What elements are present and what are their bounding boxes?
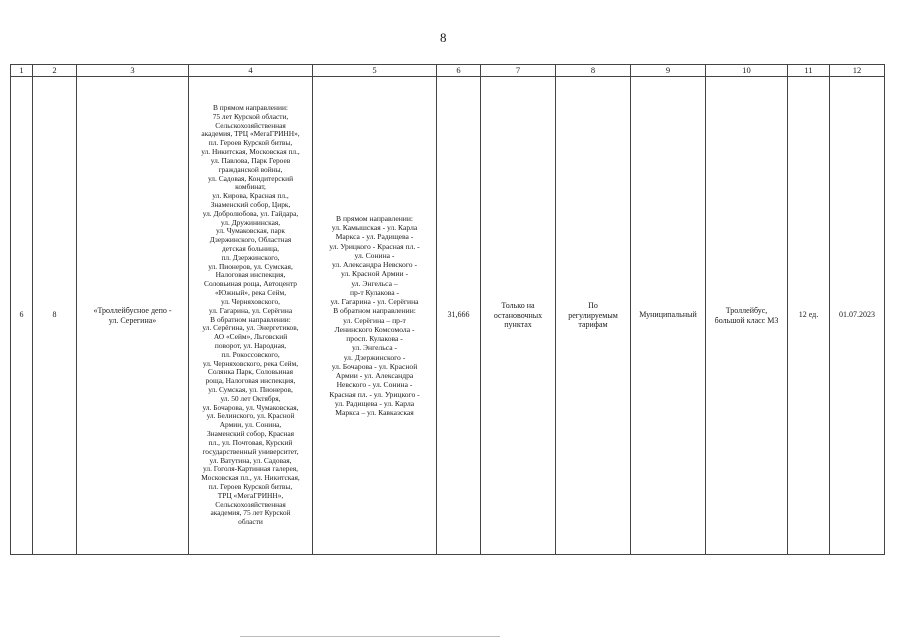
cell-text-line: роща, Налоговая инспекция,	[205, 376, 296, 386]
cell-text-line: Налоговая инспекция,	[215, 270, 286, 280]
cell-text-line: Сельскохозяйственная	[215, 499, 286, 509]
cell-text-line: ул. Дзержинского -	[343, 352, 406, 362]
cell-text-line: ул. Гагарина - ул. Серёгина	[330, 297, 419, 306]
cell-text-line: ул. Сумская, ул. Пионеров,	[208, 385, 293, 394]
cell-text-line: Красная пл. - ул. Урицкого -	[329, 389, 420, 399]
cell-text-line: ул. Пионеров, ул. Сумская,	[208, 261, 293, 271]
cell-text-line: пл. Дзержинского,	[221, 252, 280, 262]
cell-text-line: тарифам	[578, 320, 608, 330]
cell-text-line: ул. Добролюбова, ул. Гайдара,	[202, 208, 299, 218]
cell-text-line: Дзержинского, Областная	[209, 235, 292, 245]
cell-text-line: пл. Героев Курской битвы,	[208, 138, 293, 148]
cell-text-line: По	[588, 301, 598, 311]
length-cell: 31,666	[437, 77, 481, 555]
cell-text-line: ул. Гагарина, ул. Серёгина	[208, 305, 293, 315]
cell-text-line: Солянка Парк, Соловьиная	[207, 367, 294, 377]
cell-text-line: Маркса – ул. Кавказская	[335, 408, 414, 417]
cell-text-line: академия, 75 лет Курской	[210, 508, 291, 518]
cell-text-line: пл., ул. Почтовая, Курский	[208, 437, 293, 447]
route-name-cell	[77, 77, 189, 555]
cell-text-line: ул. Ватутина, ул. Садовая,	[209, 455, 292, 465]
carrier-type-cell: Муниципальный	[631, 77, 706, 555]
cell-text-line: В обратном направлении:	[210, 314, 291, 324]
header-cell: 10	[706, 65, 788, 77]
cell-text-line: Только на	[501, 301, 535, 311]
cell-text-line: В прямом направлении:	[213, 103, 288, 112]
cell-text-line: пл. Героев Курской битвы,	[208, 481, 293, 491]
cell-text-line: ул. Кирова, Красная пл.,	[212, 191, 289, 201]
cell-text-line: ул. Белинского, ул. Красной	[206, 411, 295, 421]
cell-text-line: Армии, ул. Сонина,	[219, 420, 282, 430]
tariff-cell	[556, 77, 631, 555]
cell-text-line: комбинат,	[235, 182, 266, 192]
cell-text-line: ул. Павлова, Парк Героев	[210, 155, 291, 165]
header-cell: 5	[313, 65, 437, 77]
cell-text-line: Ленинского Комсомола -	[334, 324, 415, 334]
stops-cell	[189, 77, 313, 555]
cell-text-line: ул. Сонина -	[354, 250, 395, 260]
route-index-cell: 8	[33, 77, 77, 555]
table-row	[11, 77, 885, 555]
table-header-row	[11, 65, 885, 77]
cell-text-line: ул. Александра Невского -	[331, 260, 418, 269]
cell-text-line: ул. Чумаковская, парк	[215, 226, 286, 236]
header-cell: 8	[556, 65, 631, 77]
cell-text-line: ул. Бочарова, ул. Чумаковская,	[202, 402, 299, 412]
cell-text-line: остановочных	[493, 310, 543, 320]
cell-text-line: Армии - ул. Александра	[335, 371, 414, 380]
start-date-cell: 01.07.2023	[830, 77, 885, 555]
route-number-cell: 6	[11, 77, 33, 555]
cell-text-line: В прямом направлении:	[336, 213, 413, 223]
streets-cell	[313, 77, 437, 555]
cell-text-line: Невского - ул. Сонина -	[336, 380, 413, 390]
cell-text-line: ул. Радищева - ул. Карла	[334, 398, 415, 408]
cell-text-line: пр-т Кулакова -	[349, 287, 400, 297]
cell-text-line: «Южный», река Сейм,	[214, 288, 287, 298]
cell-text-line: государственный университет,	[202, 446, 299, 456]
header-cell: 7	[481, 65, 556, 77]
cell-text-line: поворот, ул. Народная,	[214, 340, 287, 350]
cell-text-line: «Троллейбусное депо -	[93, 306, 172, 316]
cell-text-line: Знаменский собор, Красная	[206, 429, 295, 439]
header-cell: 11	[788, 65, 830, 77]
cell-text-line: ул. Садовая, Кондитерский	[207, 173, 294, 183]
cell-text-line: ул. Гоголя-Картинная галерея,	[203, 464, 298, 474]
cell-text-line: гражданской войны,	[218, 164, 283, 174]
header-cell: 2	[33, 65, 77, 77]
bottom-rule	[240, 636, 500, 637]
page-number: 8	[440, 30, 447, 45]
header-cell: 9	[631, 65, 706, 77]
cell-text-line: большой класс М3	[714, 315, 779, 325]
cell-text-line: Соловьиная роща, Автоцентр	[204, 279, 297, 289]
cell-text-line: ул. Никитская, Московская пл.,	[201, 147, 300, 157]
cell-text-line: ул. Энгельса -	[351, 343, 398, 353]
cell-text-line: 75 лет Курской области,	[212, 111, 289, 121]
cell-text-line: ул. 50 лет Октября,	[220, 393, 281, 403]
vehicle-count-cell: 12 ед.	[788, 77, 830, 555]
cell-text-line: Знаменский собор, Цирк,	[210, 199, 291, 209]
header-cell: 1	[11, 65, 33, 77]
cell-text-line: ул. Камышская - ул. Карла	[331, 223, 418, 232]
route-table	[10, 64, 885, 555]
cell-text-line: АО «Сейм», Льговский	[213, 332, 288, 342]
cell-text-line: академия, ТРЦ «МегаГРИНН»,	[201, 129, 300, 139]
cell-text-line: области	[238, 517, 263, 527]
cell-text-line: Московская пл., ул. Никитская,	[201, 473, 300, 483]
cell-text-line: В обратном направлении:	[333, 306, 416, 316]
cell-text-line: ул. Черняховского, река Сейм,	[202, 358, 299, 368]
cell-text-line: регулируемым	[568, 310, 618, 320]
cell-text-line: ул. Серёгина – пр-т	[343, 315, 406, 325]
cell-text-line: ул. Черняховского,	[220, 296, 281, 306]
cell-text-line: ул. Серегина»	[108, 315, 157, 325]
vehicle-type-cell	[706, 77, 788, 555]
cell-text-line: ул. Урицкого - Красная пл. -	[329, 241, 420, 251]
header-cell: 3	[77, 65, 189, 77]
cell-text-line: ул. Серёгина, ул. Энергетиков,	[202, 323, 299, 333]
header-cell: 4	[189, 65, 313, 77]
boarding-order-cell	[481, 77, 556, 555]
cell-text-line: пунктах	[504, 320, 532, 330]
cell-text-line: просп. Кулакова -	[346, 334, 403, 343]
cell-text-line: ТРЦ «МегаГРИНН»,	[217, 490, 284, 500]
cell-text-line: Сельскохозяйственная	[215, 120, 286, 130]
cell-text-line: ул. Энгельса –	[351, 278, 398, 288]
cell-text-line: ул. Красной Армии -	[340, 269, 408, 279]
header-cell: 6	[437, 65, 481, 77]
header-cell: 12	[830, 65, 885, 77]
cell-text-line: Маркса - ул. Радищева -	[335, 232, 414, 242]
cell-text-line: ул. Дружининская,	[220, 217, 281, 227]
cell-text-line: ул. Бочарова - ул. Красной	[331, 361, 418, 371]
cell-text-line: пл. Рокоссовского,	[221, 349, 280, 359]
cell-text-line: Троллейбус,	[725, 306, 768, 316]
cell-text-line: детская больница,	[221, 244, 280, 253]
